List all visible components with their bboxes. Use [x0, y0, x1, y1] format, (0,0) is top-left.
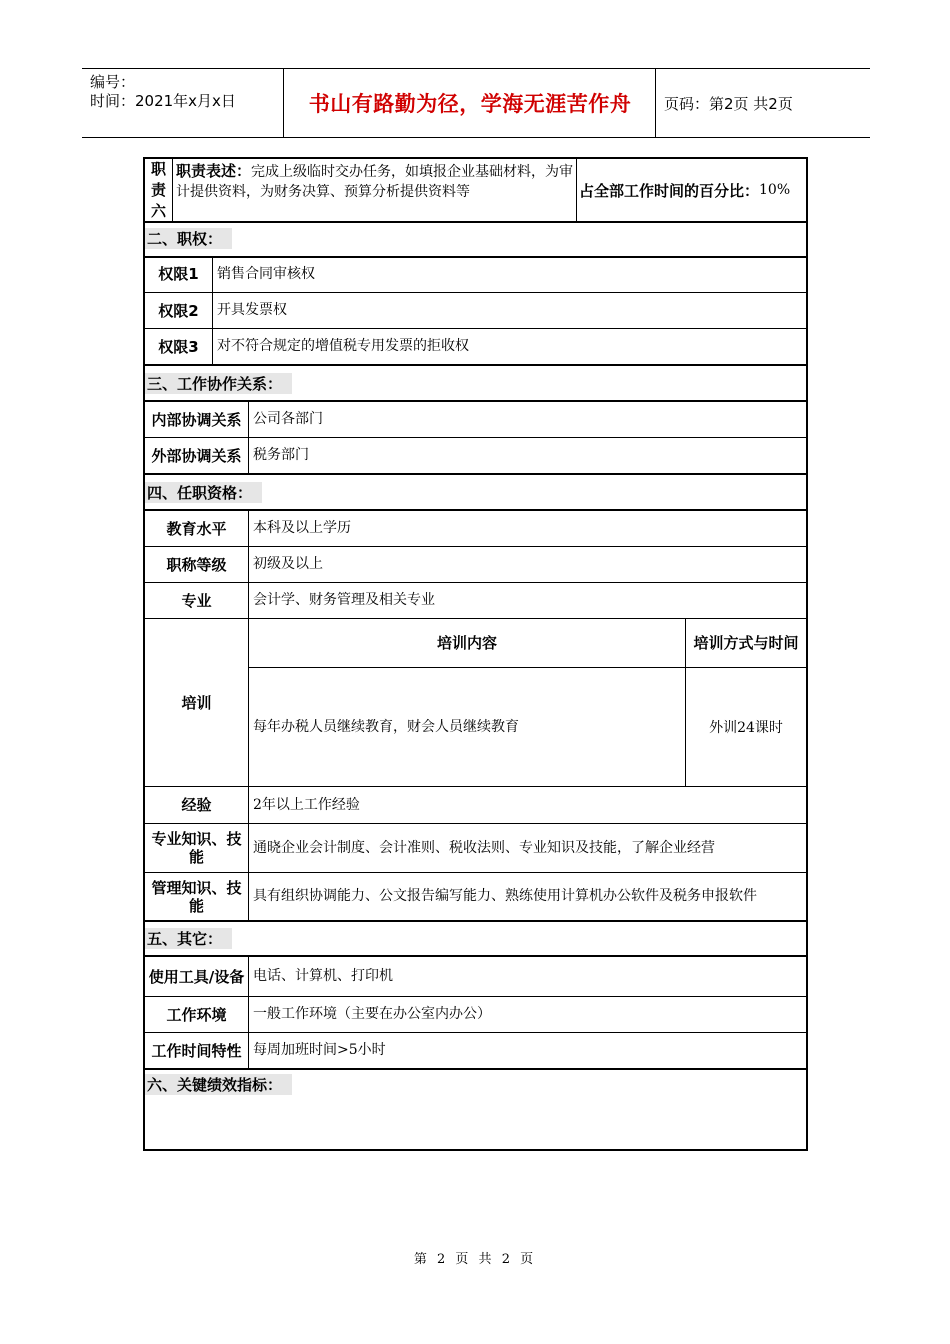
- duty-description: [173, 159, 577, 221]
- title-level-label: 职称等级: [145, 547, 249, 582]
- qualification-row: [145, 547, 806, 583]
- authority-value: 开具发票权: [217, 302, 287, 318]
- header-motto: 书山有路勤为径，学海无涯苦作舟: [308, 92, 632, 116]
- training-content: 每年办税人员继续教育，财会人员继续教育: [249, 668, 686, 786]
- authority-row: [145, 256, 806, 293]
- page-footer: 第 2 页 共 2 页: [413, 1252, 537, 1267]
- experience-value: 2年以上工作经验: [253, 796, 360, 813]
- cooperation-value: 公司各部门: [253, 411, 323, 427]
- job-description-table: [143, 157, 808, 1151]
- document-date: 时间：2021年x月x日: [90, 92, 236, 110]
- environment-value: 一般工作环境（主要在办公室内办公）: [253, 1006, 491, 1022]
- cooperation-label: 内部协调关系: [145, 402, 249, 437]
- cooperation-row: [145, 438, 806, 475]
- authority-label: 权限3: [145, 329, 213, 364]
- section-authority-title: 二、职权：: [145, 221, 806, 258]
- training-method: 外训24课时: [709, 720, 783, 736]
- training-header-row: [249, 619, 806, 668]
- work-time-label: 工作时间特性: [145, 1033, 249, 1068]
- qualification-row: [145, 511, 806, 547]
- cooperation-label: 外部协调关系: [145, 438, 249, 473]
- professional-skill-value: 通晓企业会计制度、会计准则、税收法则、专业知识及技能，了解企业经营: [253, 839, 715, 856]
- section-cooperation-title: 三、工作协作关系：: [145, 366, 806, 402]
- qualification-row: [145, 583, 806, 619]
- experience-label: 经验: [145, 787, 249, 823]
- environment-label: 工作环境: [145, 997, 249, 1032]
- header-page-code: 页码：第2页 共2页: [664, 94, 793, 113]
- header-meta: [90, 73, 236, 111]
- authority-label: 权限1: [145, 256, 213, 292]
- management-skill-label: 管理知识、技能: [145, 873, 249, 920]
- qualification-row: [145, 873, 806, 922]
- major-label: 专业: [145, 583, 249, 618]
- tools-value: 电话、计算机、打印机: [253, 968, 393, 984]
- education-label: 教育水平: [145, 511, 249, 546]
- qualification-row: [145, 787, 806, 824]
- education-value: 本科及以上学历: [253, 520, 351, 536]
- duty-percent: [577, 159, 806, 221]
- training-row: [145, 619, 806, 787]
- training-content-header: 培训内容: [249, 619, 686, 667]
- major-value: 会计学、财务管理及相关专业: [253, 592, 435, 608]
- training-table: [249, 619, 806, 786]
- authority-value: 销售合同审核权: [217, 265, 315, 282]
- duty-percent-label: 占全部工作时间的百分比：: [579, 181, 760, 200]
- page-header: [82, 68, 870, 138]
- authority-value: 对不符合规定的增值税专用发票的拒收权: [217, 338, 469, 354]
- cooperation-value: 税务部门: [253, 447, 309, 463]
- authority-label: 权限2: [145, 293, 213, 328]
- authority-row: [145, 293, 806, 329]
- title-level-value: 初级及以上: [253, 556, 323, 572]
- duty-label: 职责六: [145, 159, 173, 221]
- other-row: [145, 997, 806, 1033]
- authority-row: [145, 329, 806, 366]
- tools-label: 使用工具/设备: [145, 957, 249, 996]
- other-row: [145, 1033, 806, 1070]
- duty-description-label: 职责表述：: [176, 162, 252, 180]
- qualification-row: [145, 824, 806, 873]
- document-number: 编号：: [90, 73, 136, 91]
- training-method-header: 培训方式与时间: [693, 634, 799, 652]
- section-qualification-title: 四、任职资格：: [145, 475, 806, 511]
- other-row: [145, 957, 806, 997]
- management-skill-value: 具有组织协调能力、公文报告编写能力、熟练使用计算机办公软件及税务申报软件: [253, 888, 757, 904]
- professional-skill-label: 专业知识、技能: [145, 824, 249, 872]
- duty-description-text: 完成上级临时交办任务，如填报企业基础材料，为审计提供资料，为财务决算、预算分析提供资料等: [176, 164, 574, 200]
- cooperation-row: [145, 402, 806, 438]
- section-other-title: 五、其它：: [145, 922, 806, 957]
- training-body-row: [249, 668, 806, 786]
- training-label: 培训: [145, 619, 249, 786]
- section-kpi-title: 六、关键绩效指标：: [145, 1072, 806, 1096]
- work-time-value: 每周加班时间>5小时: [253, 1042, 386, 1058]
- duty-percent-value: 10%: [759, 182, 791, 198]
- duty-row: [145, 159, 806, 223]
